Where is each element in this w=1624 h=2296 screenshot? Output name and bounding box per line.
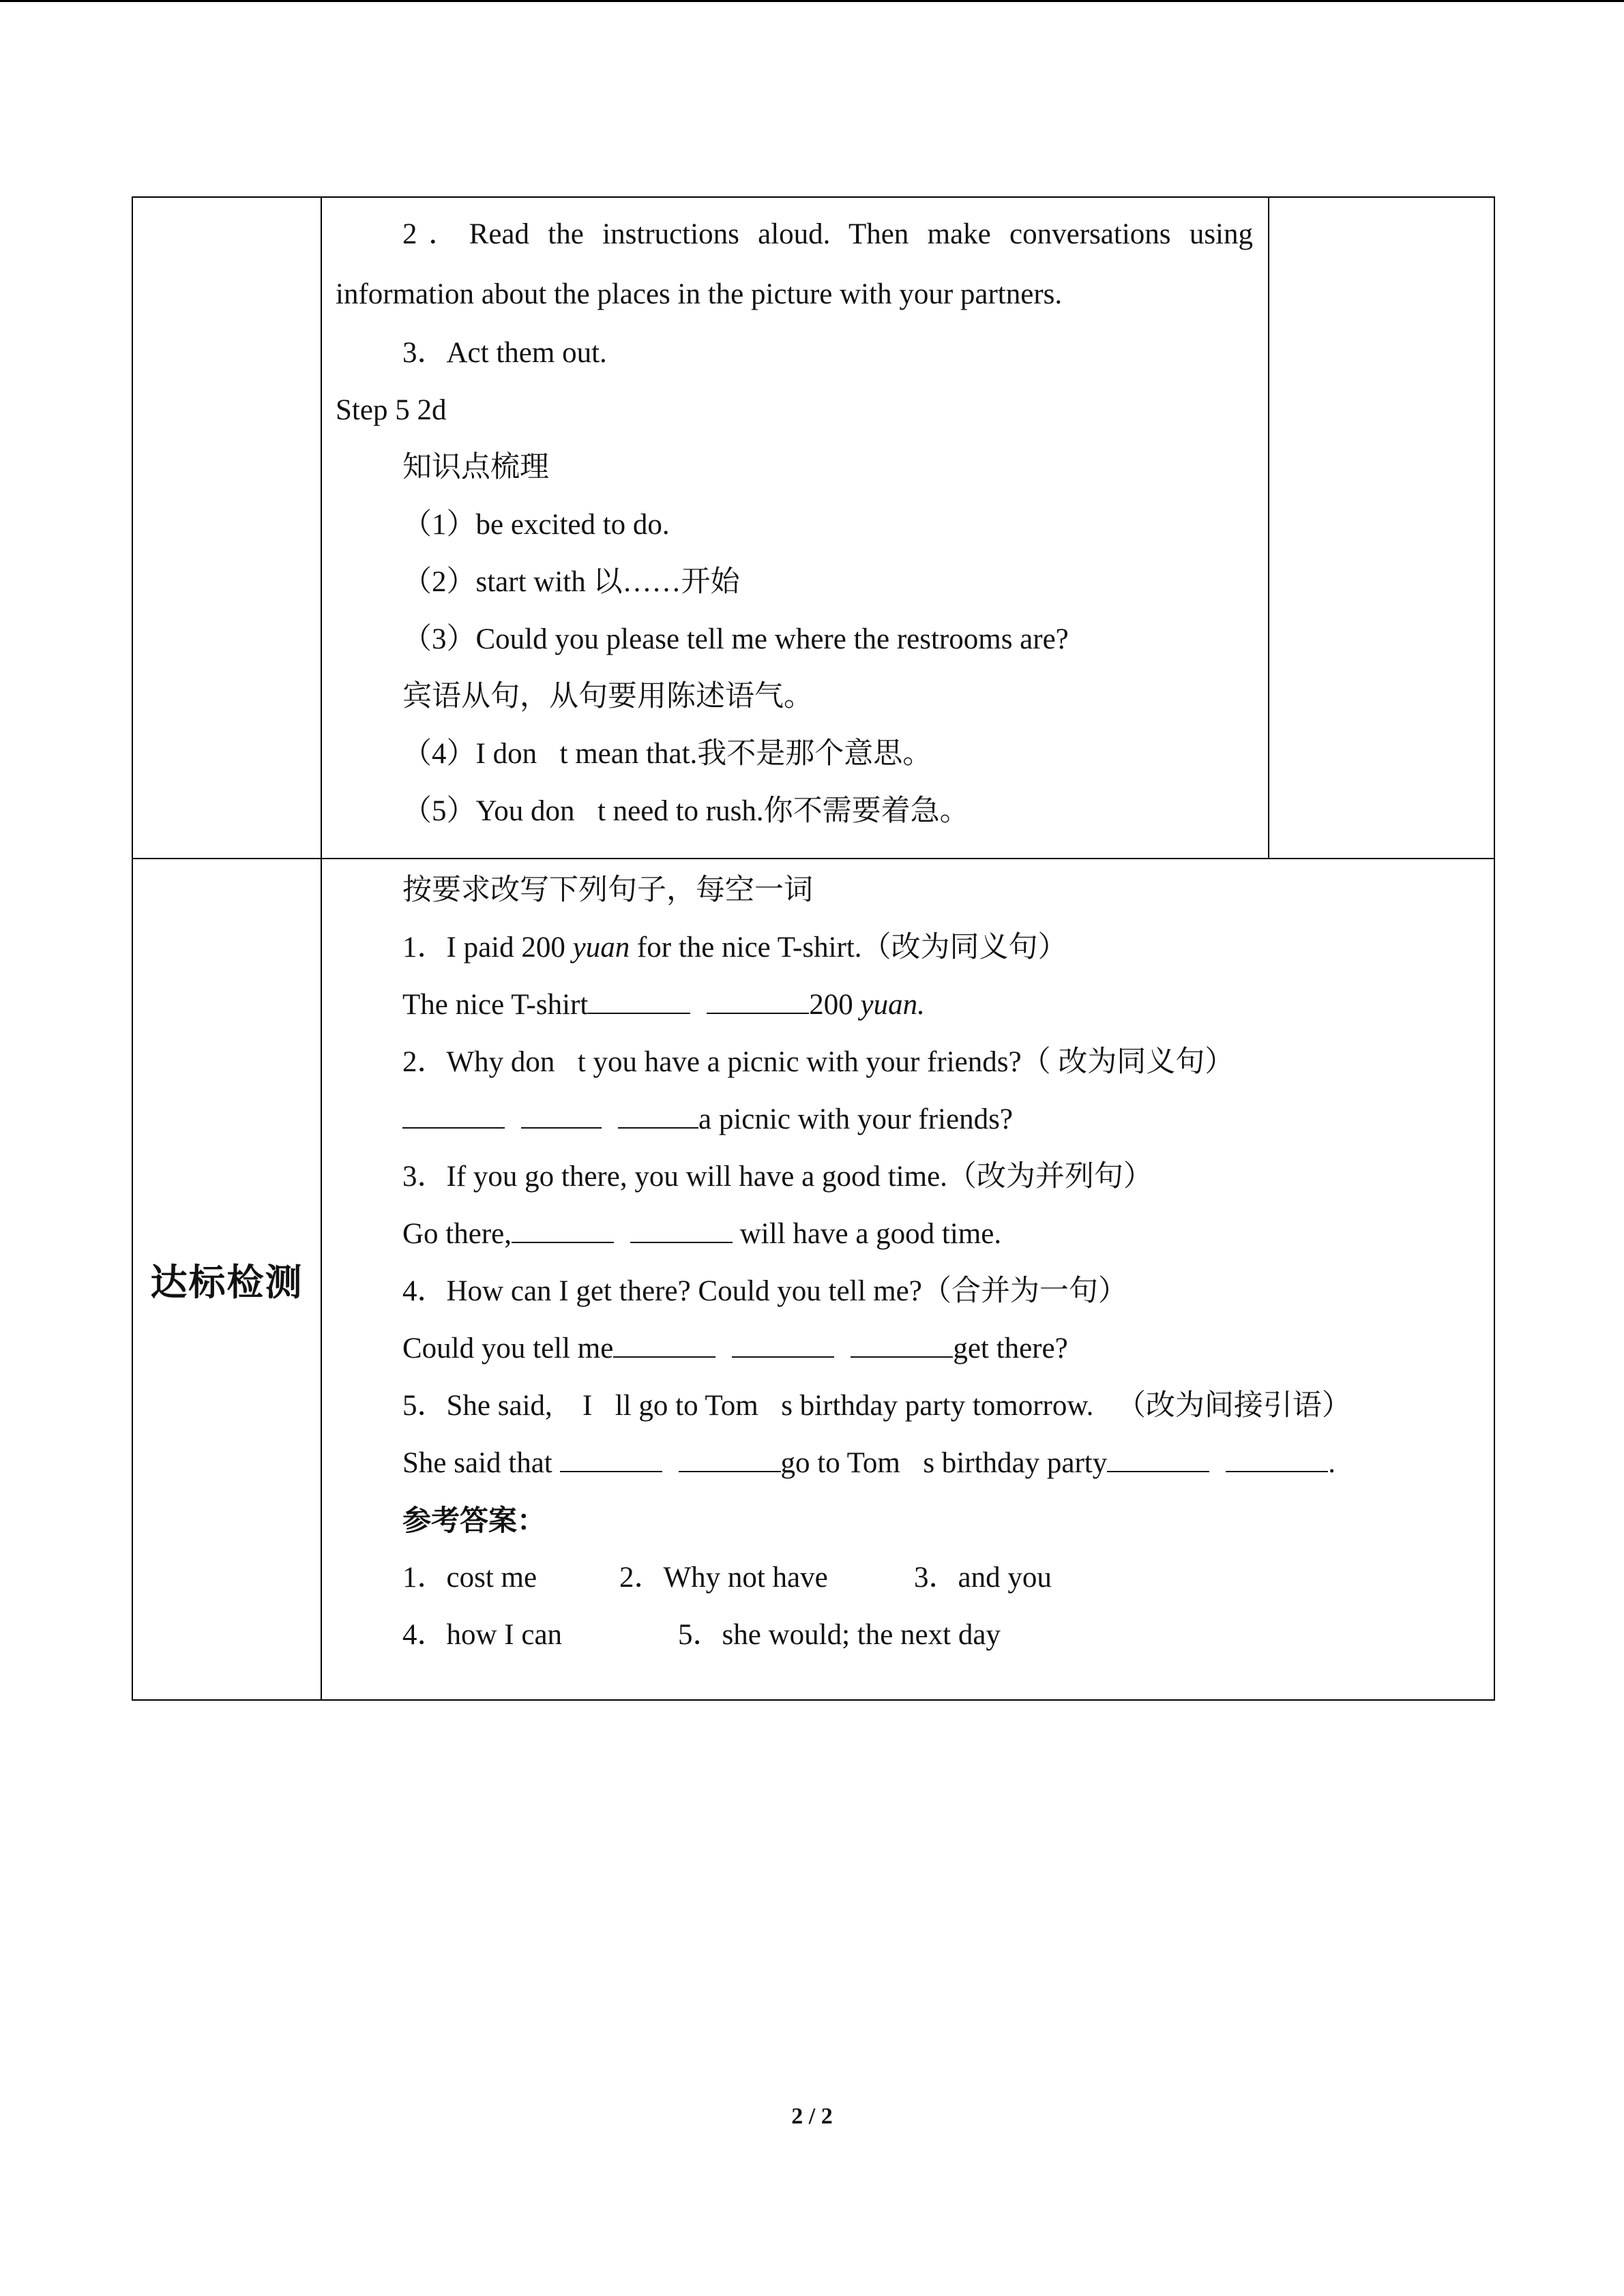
top-rule bbox=[0, 0, 1624, 2]
answer-blank[interactable] bbox=[732, 1333, 834, 1358]
lesson-table bbox=[132, 196, 1495, 1701]
instruction-line: 2．Read the instructions aloud. Then make conversations using bbox=[402, 218, 1253, 250]
answer-blank[interactable] bbox=[679, 1448, 781, 1472]
instruction-line: 3．Act them out. bbox=[402, 337, 607, 369]
knowledge-point: （3）Could you please tell me where the restrooms are? bbox=[402, 623, 1069, 655]
page-number: 2 / 2 bbox=[791, 2104, 833, 2129]
answers-row bbox=[322, 1549, 1481, 1607]
answers-heading: 参考答案： bbox=[402, 1504, 546, 1537]
instruction-line: information about the places in the picture with your partners. bbox=[336, 278, 1063, 310]
answer-item: 3．and you bbox=[914, 1562, 1052, 1594]
question-4: 4．How can I get there? Could you tell me?（合并为一句） bbox=[402, 1275, 1127, 1307]
step-heading: Step 5 2d bbox=[336, 394, 447, 426]
section-assessment bbox=[132, 859, 1494, 1700]
answer-blank[interactable] bbox=[1107, 1448, 1209, 1472]
answers-row bbox=[322, 1607, 1481, 1664]
section-activity-label bbox=[132, 197, 321, 859]
knowledge-note: 宾语从句，从句要用陈述语气。 bbox=[402, 681, 813, 713]
question-3-fill: Go there, will have a good time. bbox=[402, 1218, 1002, 1250]
answer-blank[interactable] bbox=[560, 1448, 662, 1472]
answer-item: 2．Why not have bbox=[619, 1562, 828, 1594]
answer-blank[interactable] bbox=[402, 1104, 505, 1129]
section-activity-notes bbox=[1269, 197, 1494, 859]
knowledge-point: （1）be excited to do. bbox=[402, 509, 670, 541]
question-2-fill: a picnic with your friends? bbox=[322, 1091, 1481, 1148]
question-3: 3．If you go there, you will have a good time.（改为并列句） bbox=[402, 1161, 1153, 1193]
question-2: 2．Why don t you have a picnic with your friends?（ 改为同义句） bbox=[402, 1046, 1235, 1078]
answer-blank[interactable] bbox=[588, 989, 690, 1014]
section-activity bbox=[132, 197, 1494, 859]
answer-item: 5．she would; the next day bbox=[678, 1619, 1001, 1651]
knowledge-point: （2）start with 以……开始 bbox=[402, 566, 740, 598]
answer-item: 1．cost me bbox=[402, 1562, 537, 1594]
answer-blank[interactable] bbox=[1226, 1448, 1328, 1472]
answer-item: 4．how I can bbox=[402, 1619, 563, 1651]
question-1: 1．I paid 200 yuan for the nice T-shirt.（改为同义句） bbox=[402, 931, 1067, 964]
answer-blank[interactable] bbox=[613, 1333, 715, 1358]
question-5: 5．She said,  I ll go to Tom s birthday party tomorrow. （改为间接引语） bbox=[402, 1390, 1351, 1422]
question-4-fill: Could you tell me get there? bbox=[402, 1332, 1068, 1365]
section-assessment-content bbox=[321, 859, 1494, 1700]
answer-blank[interactable] bbox=[512, 1219, 614, 1243]
exercise-intro: 按要求改写下列句子，每空一词 bbox=[402, 874, 813, 906]
answer-blank[interactable] bbox=[618, 1104, 698, 1129]
knowledge-heading: 知识点梳理 bbox=[402, 451, 549, 483]
question-5-fill: She said that go to Tom s birthday party . bbox=[402, 1447, 1335, 1479]
question-1-fill: The nice T-shirt 200 yuan. bbox=[402, 989, 925, 1021]
answer-blank[interactable] bbox=[521, 1104, 602, 1129]
answer-blank[interactable] bbox=[630, 1219, 733, 1243]
answer-blank[interactable] bbox=[851, 1333, 953, 1358]
knowledge-point: （4）I don t mean that.我不是那个意思。 bbox=[402, 738, 932, 770]
section-activity-content bbox=[321, 197, 1269, 859]
knowledge-point: （5）You don t need to rush.你不需要着急。 bbox=[402, 795, 969, 827]
answer-blank[interactable] bbox=[707, 989, 809, 1014]
section-assessment-label: 达标检测 bbox=[132, 859, 321, 1700]
